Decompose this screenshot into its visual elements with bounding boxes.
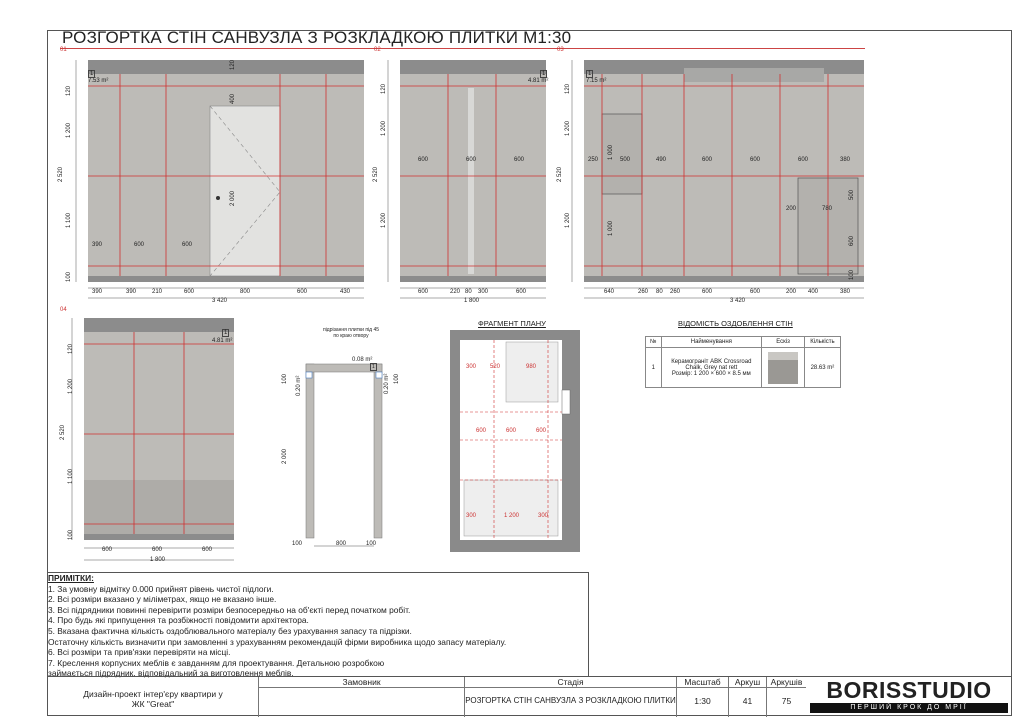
note-line: 1. За умовну відмітку 0.000 прийнят рівень чистої підлоги. — [48, 583, 274, 594]
view-number-03: 03 — [557, 47, 564, 53]
dim-inner-03-a: 250 — [588, 157, 599, 163]
dim-inner-01-c: 600 — [182, 242, 193, 248]
stage-cell: Стадія РОЗГОРТКА СТІН САНВУЗЛА З РОЗКЛАДКОЮ ПЛИТКИ — [464, 677, 676, 717]
section-marker: 1 — [372, 364, 375, 370]
dim-left-01-b: 1 200 — [66, 122, 72, 138]
dim-left-04-b: 1 200 — [68, 378, 74, 394]
dim-bottom-01-d: 600 — [184, 289, 195, 295]
dim-bottom-02-c: 80 — [465, 289, 472, 295]
tile-sketch — [762, 348, 805, 388]
box-dim-03-d: 600 — [849, 235, 855, 246]
dim-bottom-03-a: 640 — [604, 289, 615, 295]
area-label-01: 7.53 m² — [88, 78, 109, 84]
dim-bottom-02-d: 300 — [478, 289, 489, 295]
view-number-04: 04 — [60, 307, 67, 313]
dim-bottom-04-a: 600 — [102, 547, 113, 553]
notes-section — [48, 573, 588, 677]
dim-bottom-03-b: 260 — [638, 289, 649, 295]
dim-left-03-b: 1 200 — [565, 120, 571, 136]
sheet-value: 41 — [742, 696, 753, 706]
section-dim-d: 0.20 m² — [384, 373, 390, 394]
plan-title: ФРАГМЕНТ ПЛАНУ — [478, 319, 546, 328]
schedule-title: ВІДОМІСТЬ ОЗДОБЛЕННЯ СТІН — [678, 319, 793, 328]
note-line: 5. Вказана фактична кількість оздоблювального матеріалу без урахування запасу та підрізки. — [48, 625, 412, 636]
dim-bottom-03-h: 400 — [808, 289, 819, 295]
schedule-header-num: № — [646, 337, 662, 348]
box-dim-03-a: 200 — [786, 206, 797, 212]
box-dim-03-e: 100 — [849, 269, 855, 280]
section-dim-c: 2 000 — [282, 448, 288, 464]
view-number-01: 01 — [60, 47, 67, 53]
dim-bottom-02-a: 600 — [418, 289, 429, 295]
dim-inner-03-g: 380 — [840, 157, 851, 163]
schedule-table — [645, 336, 841, 388]
note-line: 4. Про будь які припущення та розбіжності повідомити архітектора. — [48, 615, 309, 626]
dim-inner-03-f: 600 — [798, 157, 809, 163]
schedule-header-qty: Кількість — [804, 337, 840, 348]
door-dim-01-b: 2 000 — [230, 190, 236, 206]
brand-slogan: ПЕРШИЙ КРОК ДО МРІЇ — [810, 703, 1008, 713]
plan-dim-7: 600 — [476, 428, 487, 434]
marker-01: 1 — [90, 71, 94, 77]
dim-total-02: 1 800 — [464, 298, 480, 304]
note-line: 6. Всі розміри та прив'язки перевіряти на місці. — [48, 647, 231, 658]
dim-height-01: 2 520 — [58, 166, 64, 182]
view-number-02: 02 — [374, 47, 381, 53]
dim-total-04: 1 800 — [150, 557, 166, 563]
project-name: Дизайн-проект інтер'єру квартири у ЖК "Great" — [83, 689, 223, 709]
box-dim-03-b: 780 — [822, 206, 833, 212]
dim-bottom-03-g: 200 — [786, 289, 797, 295]
dim-bottom-03-e: 600 — [702, 289, 713, 295]
door-dim-01-c: 120 — [230, 59, 236, 70]
elevation-04 — [58, 312, 244, 574]
schedule-row-qty: 28.63 m² — [804, 348, 840, 388]
dim-bottom-03-i: 380 — [840, 289, 851, 295]
marker-04: 1 — [224, 330, 228, 336]
scale-cell: Масштаб 1:30 — [676, 677, 728, 717]
dim-left-01-c: 1 100 — [66, 212, 72, 228]
dim-total-01: 3 420 — [212, 298, 228, 304]
title-underline — [60, 48, 865, 49]
dim-left-04-c: 1 100 — [68, 468, 74, 484]
plan-dim-21: 1 200 — [504, 513, 520, 519]
section-bottom-b: 800 — [336, 541, 347, 547]
brand-name: BORISSTUDIO — [826, 677, 992, 703]
dim-left-04-d: 100 — [68, 529, 74, 540]
box-dim-03-c: 500 — [849, 189, 855, 200]
sheets-value: 75 — [781, 696, 792, 706]
dim-bottom-03-f: 600 — [750, 289, 761, 295]
dim-inner-03-c: 490 — [656, 157, 667, 163]
dim-left-02-a: 120 — [381, 83, 387, 94]
section-bottom-c: 100 — [366, 541, 377, 547]
dim-bottom-01-b: 390 — [126, 289, 137, 295]
elevation-02 — [376, 52, 554, 306]
niche-dim-03-b: 1 000 — [608, 220, 614, 236]
schedule-header-sketch: Ескіз — [762, 337, 805, 348]
plan-dim-1: 300 — [466, 364, 477, 370]
sheet-cell: Аркуш 41 — [728, 677, 766, 717]
sheet-title: РОЗГОРТКА СТІН САНВУЗЛА З РОЗКЛАДКОЮ ПЛИТКИ М1:30 — [62, 28, 572, 47]
door-dim-01-a: 400 — [230, 93, 236, 104]
elevation-01 — [58, 52, 370, 306]
dim-left-03-c: 1 200 — [565, 212, 571, 228]
dim-bottom-01-e: 800 — [240, 289, 251, 295]
section-dim-b: 0.20 m² — [296, 375, 302, 396]
section-area: 0.08 m² — [352, 357, 373, 363]
plan-dim-22: 300 — [538, 513, 549, 519]
niche-dim-03-a: 1 000 — [608, 144, 614, 160]
elevation-03 — [560, 52, 870, 306]
schedule-row-num: 1 — [646, 348, 662, 388]
customer-cell: Замовник — [258, 677, 464, 717]
sheets-cell: Аркушів 75 — [766, 677, 806, 717]
dim-height-04: 2 520 — [60, 424, 66, 440]
plan-dim-3: 980 — [526, 364, 537, 370]
schedule-row-name: Керамограніт ABK Crossroad Chalk, Grey nat rett Розмір: 1 200 × 600 × 8.5 мм — [661, 348, 762, 388]
dim-left-03-a: 120 — [565, 83, 571, 94]
dim-bottom-02-e: 600 — [516, 289, 527, 295]
dim-bottom-04-b: 600 — [152, 547, 163, 553]
brand-logo — [806, 677, 1012, 716]
area-label-03: 7.15 m² — [586, 78, 607, 84]
dim-left-02-c: 1 200 — [381, 212, 387, 228]
dim-bottom-04-c: 600 — [202, 547, 213, 553]
dim-bottom-01-a: 390 — [92, 289, 103, 295]
plan-dim-2: 520 — [490, 364, 501, 370]
dim-inner-02-b: 600 — [466, 157, 477, 163]
dim-height-02: 2 520 — [373, 166, 379, 182]
dim-inner-03-e: 600 — [750, 157, 761, 163]
section-note: підрізання плитки під 45 по краю отвору — [322, 327, 380, 339]
dim-inner-03-b: 500 — [620, 157, 631, 163]
plan-dim-9: 600 — [536, 428, 547, 434]
section-bottom-a: 100 — [292, 541, 303, 547]
note-line: займається підрядник, відповідальний за виготовлення меблів. — [48, 668, 294, 679]
area-label-04: 4.81 m² — [212, 338, 233, 344]
scale-value: 1:30 — [694, 696, 711, 706]
dim-left-01-a: 120 — [66, 85, 72, 96]
dim-left-02-b: 1 200 — [381, 120, 387, 136]
dim-inner-01-b: 600 — [134, 242, 145, 248]
dim-inner-01-a: 390 — [92, 242, 103, 248]
marker-02: 1 — [542, 71, 546, 77]
section-dim-a: 100 — [282, 373, 288, 384]
dim-bottom-01-f: 600 — [297, 289, 308, 295]
area-label-02: 4.81 m² — [528, 78, 549, 84]
dim-height-03: 2 520 — [557, 166, 563, 182]
dim-bottom-01-g: 430 — [340, 289, 351, 295]
note-line: 7. Креслення корпусних меблів є завданням для проектування. Детальною розробкою — [48, 657, 385, 668]
dim-bottom-03-d: 260 — [670, 289, 681, 295]
note-line: Остаточну кількість визначити при замовленні з урахуванням рекомендацій фірми виробника щодо запасу матеріалу. — [48, 636, 507, 647]
plan-dim-8: 600 — [506, 428, 517, 434]
dim-bottom-01-c: 210 — [152, 289, 163, 295]
notes-heading: ПРИМІТКИ: — [48, 573, 94, 583]
dim-inner-02-a: 600 — [418, 157, 429, 163]
dim-bottom-02-b: 220 — [450, 289, 461, 295]
note-line: 2. Всі розміри вказано у міліметрах, якщо не вказано інше. — [48, 594, 277, 605]
section-dim-e: 100 — [394, 373, 400, 384]
dim-total-03: 3 420 — [730, 298, 746, 304]
dim-left-01-d: 100 — [66, 271, 72, 282]
dim-inner-02-c: 600 — [514, 157, 525, 163]
dim-inner-03-d: 600 — [702, 157, 713, 163]
marker-03: 1 — [588, 71, 592, 77]
sheet-name: РОЗГОРТКА СТІН САНВУЗЛА З РОЗКЛАДКОЮ ПЛИТКИ — [465, 696, 676, 705]
schedule-header-name: Найменування — [661, 337, 762, 348]
dim-bottom-03-c: 80 — [656, 289, 663, 295]
dim-left-04-a: 120 — [68, 343, 74, 354]
plan-dim-20: 300 — [466, 513, 477, 519]
note-line: 3. Всі підрядники повинні перевірити розміри безпосередньо на об'єкті перед початком робіт. — [48, 604, 411, 615]
